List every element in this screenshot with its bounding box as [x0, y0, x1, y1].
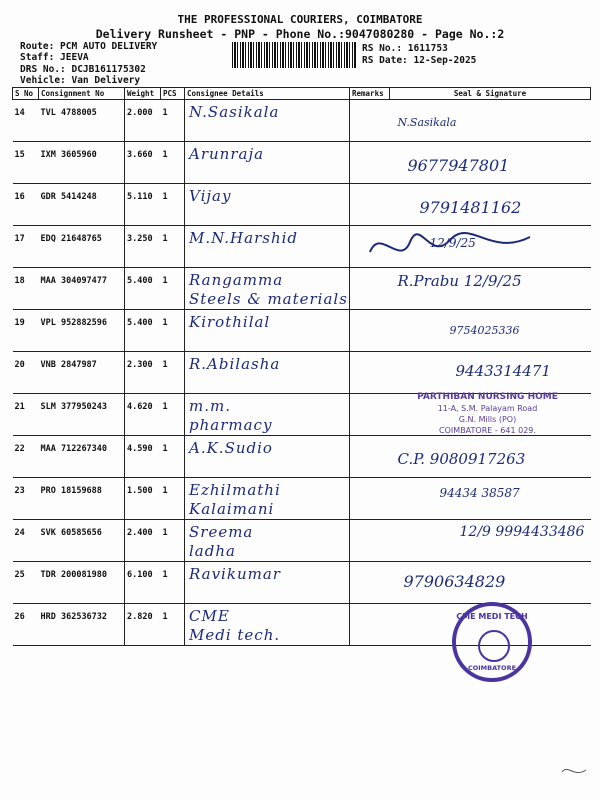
sno-cell: 17: [13, 226, 39, 268]
consignee-cell: [185, 226, 350, 268]
signature-handwriting: 9790634829: [403, 572, 506, 591]
consignee-handwriting: CME: [189, 607, 230, 625]
consignee-handwriting: M.N.Harshid: [189, 229, 299, 247]
consignment-cell: TVL 4788005: [39, 100, 125, 142]
sno-cell: 23: [13, 478, 39, 520]
signature-cell: [390, 352, 591, 394]
barcode: [232, 42, 356, 68]
table-row: [13, 520, 591, 562]
vehicle-label: Vehicle: Van Delivery: [20, 75, 141, 86]
round-stamp-bottom: COIMBATORE: [467, 664, 517, 672]
stamp-address-2: G.N. Mills (PO): [458, 415, 517, 424]
signature-handwriting: 12/9/25: [429, 236, 476, 250]
route-label: Route: PCM AUTO DELIVERY: [20, 41, 158, 52]
weight-cell: 4.590: [125, 436, 161, 478]
weight-cell: 5.400: [125, 310, 161, 352]
sno-cell: 18: [13, 268, 39, 310]
weight-cell: 5.110: [125, 184, 161, 226]
sno-cell: 16: [13, 184, 39, 226]
sno-cell: 19: [13, 310, 39, 352]
col-sno: S No: [13, 88, 39, 100]
sno-cell: 15: [13, 142, 39, 184]
weight-cell: 2.820: [125, 604, 161, 646]
pcs-cell: 1: [161, 562, 185, 604]
consignee-handwriting: m.m.: [189, 397, 231, 415]
weight-cell: 2.000: [125, 100, 161, 142]
signature-handwriting: R.Prabu 12/9/25: [397, 272, 522, 290]
pcs-cell: 1: [161, 184, 185, 226]
consignee-handwriting-line2: ladha: [189, 542, 236, 560]
weight-cell: 3.660: [125, 142, 161, 184]
signature-handwriting: 94434 38587: [439, 486, 520, 500]
consignee-cell: [185, 604, 350, 646]
runsheet-subtitle: Delivery Runsheet - PNP - Phone No.:9047080280 - Page No.:2: [95, 27, 505, 41]
consignee-cell: [185, 562, 350, 604]
consignment-cell: EDQ 21648765: [39, 226, 125, 268]
col-consignee: Consignee Details: [185, 88, 350, 100]
pcs-cell: 1: [161, 310, 185, 352]
table-row: [13, 100, 591, 142]
consignment-cell: HRD 362536732: [39, 604, 125, 646]
signature-cell: [390, 562, 591, 604]
col-pcs: PCS: [161, 88, 185, 100]
consignee-cell: [185, 394, 350, 436]
consignee-handwriting-line2: Medi tech.: [189, 626, 281, 644]
col-seal: Seal & Signature: [390, 88, 591, 100]
consignment-cell: TDR 200081980: [39, 562, 125, 604]
consignee-cell: [185, 184, 350, 226]
consignee-cell: [185, 310, 350, 352]
signature-handwriting: N.Sasikala: [397, 116, 457, 129]
sno-cell: 25: [13, 562, 39, 604]
pcs-cell: 1: [161, 268, 185, 310]
remarks-cell: [350, 436, 390, 478]
pcs-cell: 1: [161, 436, 185, 478]
sno-cell: 22: [13, 436, 39, 478]
consignee-cell: [185, 268, 350, 310]
stamp-address-1: 11-A, S.M. Palayam Road: [437, 404, 538, 413]
signature-cell: [390, 310, 591, 352]
remarks-cell: [350, 478, 390, 520]
table-row: [13, 478, 591, 520]
table-row: [13, 184, 591, 226]
sno-cell: 26: [13, 604, 39, 646]
consignee-handwriting-line2: Kalaimani: [189, 500, 275, 518]
rs-number: RS No.: 1611753: [362, 43, 448, 54]
weight-cell: 3.250: [125, 226, 161, 268]
signature-handwriting: 9791481162: [419, 198, 522, 217]
consignee-handwriting: Vijay: [189, 187, 232, 205]
signature-cell: [390, 100, 591, 142]
weight-cell: 2.400: [125, 520, 161, 562]
consignee-handwriting: R.Abilasha: [189, 355, 281, 373]
weight-cell: 6.100: [125, 562, 161, 604]
consignee-cell: [185, 352, 350, 394]
signature-handwriting: 12/9 9994433486: [459, 524, 585, 540]
consignee-cell: [185, 520, 350, 562]
signature-handwriting: 9443314471: [455, 362, 551, 380]
table-row: [13, 142, 591, 184]
consignment-cell: MAA 304097477: [39, 268, 125, 310]
margin-mark: [560, 760, 590, 780]
stamp-city: COIMBATORE - 641 029.: [439, 426, 536, 435]
pcs-cell: 1: [161, 604, 185, 646]
consignment-cell: PRO 18159688: [39, 478, 125, 520]
consignment-cell: MAA 712267340: [39, 436, 125, 478]
signature-handwriting: C.P. 9080917263: [397, 450, 526, 468]
remarks-cell: [350, 562, 390, 604]
consignment-cell: GDR 5414248: [39, 184, 125, 226]
signature-cell: [390, 142, 591, 184]
delivery-table: [12, 87, 591, 646]
consignment-cell: SLM 377950243: [39, 394, 125, 436]
consignee-handwriting-line2: Steels & materials: [189, 290, 348, 308]
staff-label: Staff: JEEVA: [20, 52, 89, 63]
signature-handwriting: 9677947801: [407, 156, 510, 175]
table-row: [13, 352, 591, 394]
remarks-cell: [350, 142, 390, 184]
signature-scribble: [360, 222, 540, 272]
pcs-cell: 1: [161, 226, 185, 268]
remarks-cell: [350, 352, 390, 394]
consignee-cell: [185, 100, 350, 142]
weight-cell: 2.300: [125, 352, 161, 394]
consignment-cell: VPL 952882596: [39, 310, 125, 352]
remarks-cell: [350, 100, 390, 142]
table-header: [13, 88, 591, 100]
round-stamp-center: [478, 630, 510, 662]
signature-cell: [390, 184, 591, 226]
cme-round-stamp: [452, 602, 532, 682]
pcs-cell: 1: [161, 142, 185, 184]
weight-cell: 1.500: [125, 478, 161, 520]
consignment-cell: SVK 60585656: [39, 520, 125, 562]
consignee-handwriting: N.Sasikala: [189, 103, 280, 121]
remarks-cell: [350, 184, 390, 226]
sno-cell: 24: [13, 520, 39, 562]
consignment-cell: IXM 3605960: [39, 142, 125, 184]
pcs-cell: 1: [161, 352, 185, 394]
consignee-handwriting: Kirothilal: [189, 313, 271, 331]
consignee-handwriting-line2: pharmacy: [189, 416, 273, 434]
pcs-cell: 1: [161, 478, 185, 520]
remarks-cell: [350, 394, 390, 436]
company-title: THE PROFESSIONAL COURIERS, COIMBATORE: [177, 13, 423, 26]
sno-cell: 21: [13, 394, 39, 436]
consignee-handwriting: Rangamma: [189, 271, 284, 289]
signature-handwriting: 9754025336: [449, 324, 520, 337]
remarks-cell: [350, 268, 390, 310]
consignee-cell: [185, 142, 350, 184]
weight-cell: 5.400: [125, 268, 161, 310]
nursing-home-stamp: [405, 392, 570, 442]
remarks-cell: [350, 310, 390, 352]
pcs-cell: 1: [161, 100, 185, 142]
table-row: [13, 268, 591, 310]
pcs-cell: 1: [161, 520, 185, 562]
rs-date: RS Date: 12-Sep-2025: [362, 55, 477, 66]
stamp-name: PARTHIBAN NURSING HOME: [417, 392, 558, 402]
signature-cell: [390, 520, 591, 562]
sno-cell: 20: [13, 352, 39, 394]
table-row: [13, 562, 591, 604]
consignee-cell: [185, 478, 350, 520]
col-remarks: Remarks: [350, 88, 390, 100]
col-weight: Weight: [125, 88, 161, 100]
drs-number: DRS No.: DCJB161175302: [20, 64, 146, 75]
table-row: [13, 310, 591, 352]
consignee-handwriting: A.K.Sudio: [189, 439, 273, 457]
weight-cell: 4.620: [125, 394, 161, 436]
consignee-cell: [185, 436, 350, 478]
remarks-cell: [350, 604, 390, 646]
consignee-handwriting: Arunraja: [189, 145, 265, 163]
col-consignment: Consignment No: [39, 88, 125, 100]
consignee-handwriting: Sreema: [189, 523, 254, 541]
consignment-cell: VNB 2847987: [39, 352, 125, 394]
consignee-handwriting: Ezhilmathi: [189, 481, 281, 499]
signature-cell: [390, 478, 591, 520]
sno-cell: 14: [13, 100, 39, 142]
signature-cell: [390, 268, 591, 310]
remarks-cell: [350, 520, 390, 562]
pcs-cell: 1: [161, 394, 185, 436]
consignee-handwriting: Ravikumar: [189, 565, 281, 583]
round-stamp-top: CME MEDI TECH: [456, 612, 528, 621]
